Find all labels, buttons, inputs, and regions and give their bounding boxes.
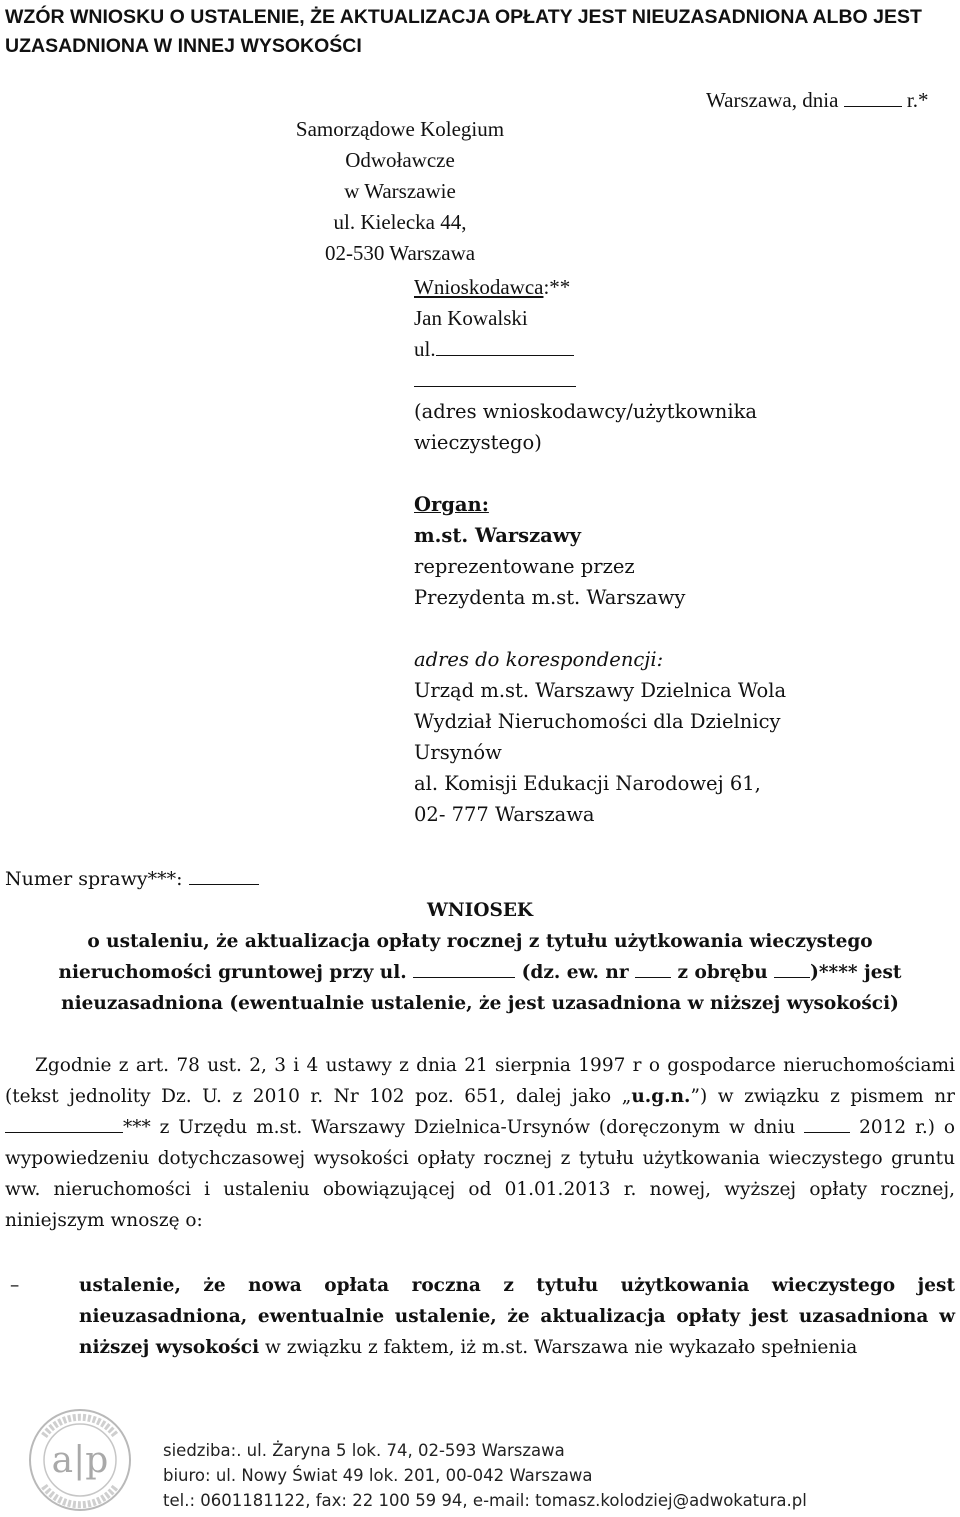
request-item — [5, 1270, 955, 1363]
applicant-heading — [414, 272, 834, 303]
svg-text:a|p: a|p — [51, 1440, 109, 1481]
document-title: WZÓR WNIOSKU O USTALENIE, ŻE AKTUALIZACJA OPŁATY JEST NIEUZASADNIONA ALBO JEST UZASADNIONA W INNEJ WYSOKOŚCI — [5, 6, 922, 57]
delivery-date-blank[interactable] — [804, 1115, 850, 1133]
street-prefix: ul. — [414, 337, 436, 361]
body-text: ”) w związku z pismem nr — [690, 1086, 955, 1107]
footer-line: tel.: 0601181122, fax: 22 100 59 94, e-mail: tomasz.kolodziej@adwokatura.pl — [163, 1491, 807, 1510]
bar-association-logo-icon — [20, 1402, 140, 1517]
title-part: nieruchomości gruntowej przy ul. — [58, 962, 407, 983]
applicant-label-suffix: :** — [543, 275, 571, 299]
list-dash: – — [10, 1275, 20, 1296]
title-line — [5, 957, 955, 988]
letter-number-blank[interactable] — [5, 1115, 123, 1133]
footer-contact — [163, 1438, 943, 1513]
title-heading: WNIOSEK — [427, 900, 533, 921]
title-part: z obrębu — [677, 962, 768, 983]
correspondence-line: Ursynów — [414, 741, 502, 764]
title-line: o ustaleniu, że aktualizacja opłaty rocznej z tytułu użytkowania wieczystego — [87, 931, 873, 952]
title-part: (dz. ew. nr — [521, 962, 629, 983]
organ-line: reprezentowane przez — [414, 555, 635, 578]
date-prefix: Warszawa, dnia — [706, 88, 839, 112]
body-text: *** z Urzędu m.st. Warszawy Dzielnica-Ursynów (doręczonym w dniu — [123, 1117, 796, 1138]
recipient-line: ul. Kielecka 44, — [333, 210, 467, 234]
correspondence-line: Urząd m.st. Warszawy Dzielnica Wola — [414, 679, 787, 702]
correspondence-line: 02- 777 Warszawa — [414, 803, 595, 826]
applicant-label: Wnioskodawca — [414, 275, 544, 299]
organ-label: Organ: — [414, 493, 489, 516]
address-note: wieczystego) — [414, 431, 542, 454]
parties-block — [414, 272, 834, 830]
organ-name: m.st. Warszawy — [414, 524, 581, 547]
recipient-line: w Warszawie — [344, 179, 456, 203]
street-blank[interactable] — [436, 338, 574, 356]
request-text: w związku z faktem, iż m.st. Warszawa nie wykazało spełnienia — [259, 1337, 858, 1358]
body-paragraph — [5, 1050, 955, 1236]
case-label: Numer sprawy***: — [5, 868, 183, 890]
ugn-abbrev: u.g.n. — [631, 1086, 691, 1107]
case-number — [5, 864, 259, 895]
title-part: )**** jest — [810, 962, 902, 983]
recipient-address — [240, 114, 560, 269]
body-text: 2012 r.) o wypowiedzeniu dotychczasowej wysokości opłaty rocznej z tytułu użytkowania wieczystego gruntu ww. nieruchomości i ustaleniu obowiązującej od 01.01.2013 r. nowej, wyższej opłaty rocznej, niniejszym wnoszę o: — [5, 1117, 956, 1231]
street-name-blank[interactable] — [413, 960, 515, 978]
organ-line: Prezydenta m.st. Warszawy — [414, 586, 686, 609]
date-line — [706, 87, 929, 113]
correspondence-line: Wydział Nieruchomości dla Dzielnicy — [414, 710, 781, 733]
request-bold-text: ustalenie, że nowa opłata roczna z tytułu użytkowania wieczystego jest nieuzasadniona, ewentualnie ustalenie, że aktualizacja opłaty jest uzasadniona w niższej wysokości — [79, 1275, 955, 1358]
correspondence-label: adres do korespondencji: — [414, 648, 664, 671]
precinct-blank[interactable] — [774, 960, 810, 978]
recipient-line: Samorządowe Kolegium Odwoławcze — [295, 117, 505, 172]
address-note: (adres wnioskodawcy/użytkownika — [414, 400, 758, 423]
parcel-number-blank[interactable] — [635, 960, 671, 978]
title-line: nieuzasadniona (ewentualnie ustalenie, że jest uzasadniona w niższej wysokości) — [61, 993, 899, 1014]
footer-line: biuro: ul. Nowy Świat 49 lok. 201, 00-042 Warszawa — [163, 1466, 593, 1485]
date-blank[interactable] — [844, 89, 902, 107]
date-suffix: r.* — [906, 88, 929, 112]
recipient-line: 02-530 Warszawa — [324, 241, 476, 265]
footer-line: siedziba:. ul. Żaryna 5 lok. 74, 02-593 Warszawa — [163, 1441, 565, 1460]
body-text: Zgodnie z art. 78 ust. 2, 3 i 4 ustawy z dnia 21 sierpnia 1997 r o gospodarce nieruchomościami (tekst jednolity Dz. U. z 2010 r. Nr 102 poz. 651, dalej jako „ — [5, 1055, 955, 1107]
case-blank[interactable] — [189, 867, 259, 885]
application-title — [5, 895, 955, 1019]
applicant-name: Jan Kowalski — [414, 306, 528, 330]
correspondence-line: al. Komisji Edukacji Narodowej 61, — [414, 772, 761, 795]
applicant-street — [414, 334, 834, 365]
